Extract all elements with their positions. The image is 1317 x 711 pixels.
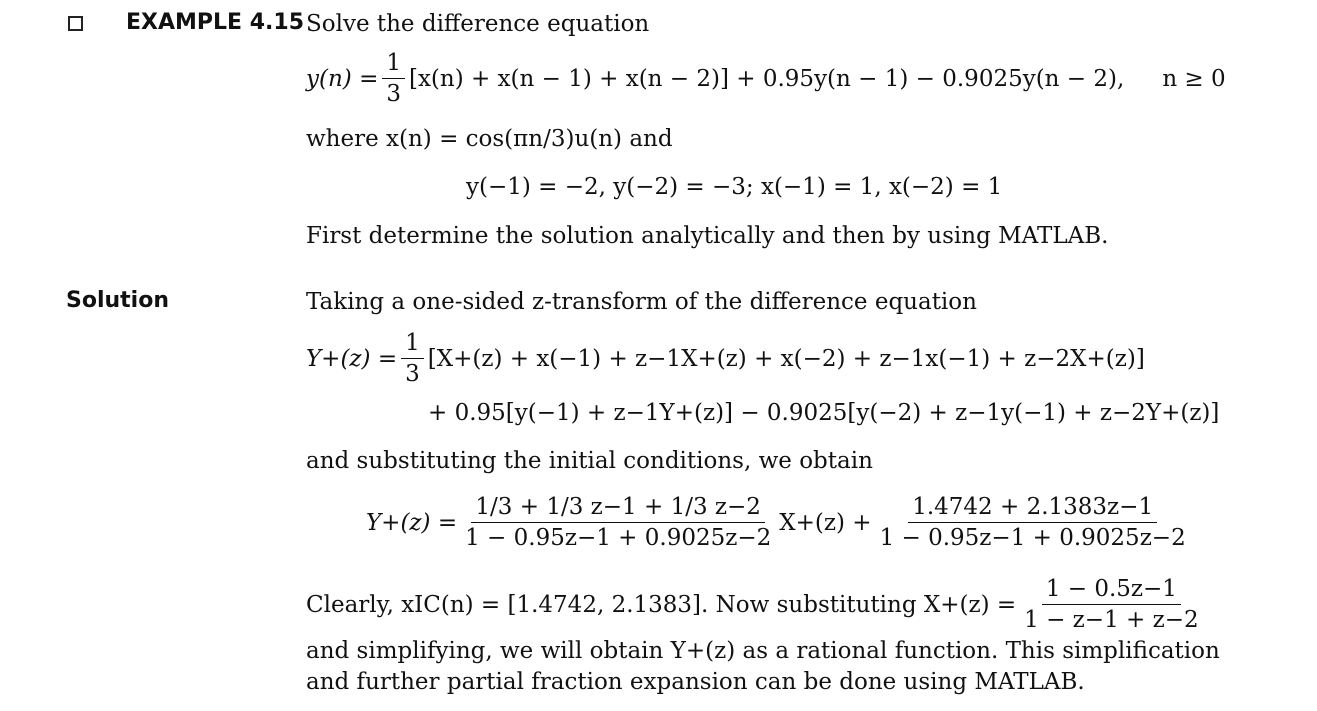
- substituting-line: and substituting the initial conditions, we obtain: [306, 448, 873, 474]
- clearly-frac-den: 1 − z−1 + z−2: [1024, 607, 1199, 633]
- eq3-den1: 1 − 0.95z−1 + 0.9025z−2: [465, 525, 772, 551]
- x-plus-fraction: [1020, 576, 1202, 633]
- closing-line-1: and simplifying, we will obtain Y+(z) as a rational function. This simplification: [306, 638, 1220, 664]
- task-statement: First determine the solution analytically and then by using MATLAB.: [306, 223, 1109, 249]
- eq1-rest: [x(n) + x(n − 1) + x(n − 2)] + 0.95y(n − 1) − 0.9025y(n − 2),: [408, 65, 1125, 92]
- eq3-mid: X+(z) +: [779, 509, 872, 536]
- eq3-second-fraction: [876, 494, 1190, 551]
- eq1-lhs: y(n) =: [306, 65, 379, 92]
- solution-label: Solution: [66, 288, 169, 313]
- initial-conditions: y(−1) = −2, y(−2) = −3; x(−1) = 1, x(−2) = 1: [466, 174, 1003, 200]
- clearly-text: Clearly, xIC(n) = [1.4742, 2.1383]. Now substituting X+(z) =: [306, 591, 1017, 618]
- eq1-frac-num: 1: [382, 50, 405, 79]
- eq3-den2: 1 − 0.95z−1 + 0.9025z−2: [879, 525, 1186, 551]
- where-line: where x(n) = cos(πn/3)u(n) and: [306, 126, 673, 152]
- eq3-num2: 1.4742 + 2.1383z−1: [908, 494, 1157, 523]
- clearly-line: [306, 576, 1207, 633]
- eq1-frac-den: 3: [386, 81, 401, 107]
- eq2-line1: [X+(z) + x(−1) + z−1X+(z) + x(−2) + z−1x(−1) + z−2X+(z)]: [427, 345, 1145, 372]
- y-plus-rational-equation: [366, 494, 1194, 551]
- z-transform-equation-line1: [306, 330, 1145, 387]
- eq2-one-third: [401, 330, 424, 387]
- eq3-first-fraction: [461, 494, 775, 551]
- clearly-frac-num: 1 − 0.5z−1: [1042, 576, 1181, 605]
- eq2-frac-num: 1: [401, 330, 424, 359]
- eq1-one-third: [382, 50, 405, 107]
- closing-line-2: and further partial fraction expansion can be done using MATLAB.: [306, 669, 1085, 695]
- example-intro: Solve the difference equation: [306, 11, 650, 37]
- eq2-frac-den: 3: [405, 361, 420, 387]
- checkbox-square-icon: [68, 16, 83, 31]
- solution-intro: Taking a one-sided z-transform of the difference equation: [306, 289, 977, 315]
- eq3-lhs: Y+(z) =: [366, 509, 458, 536]
- eq3-num1: 1/3 + 1/3 z−1 + 1/3 z−2: [471, 494, 765, 523]
- difference-equation: [306, 50, 1226, 107]
- example-label: EXAMPLE 4.15: [126, 10, 305, 35]
- eq1-condition: n ≥ 0: [1162, 65, 1226, 92]
- z-transform-equation-line2: + 0.95[y(−1) + z−1Y+(z)] − 0.9025[y(−2) + z−1y(−1) + z−2Y+(z)]: [428, 400, 1220, 426]
- eq2-lhs: Y+(z) =: [306, 345, 398, 372]
